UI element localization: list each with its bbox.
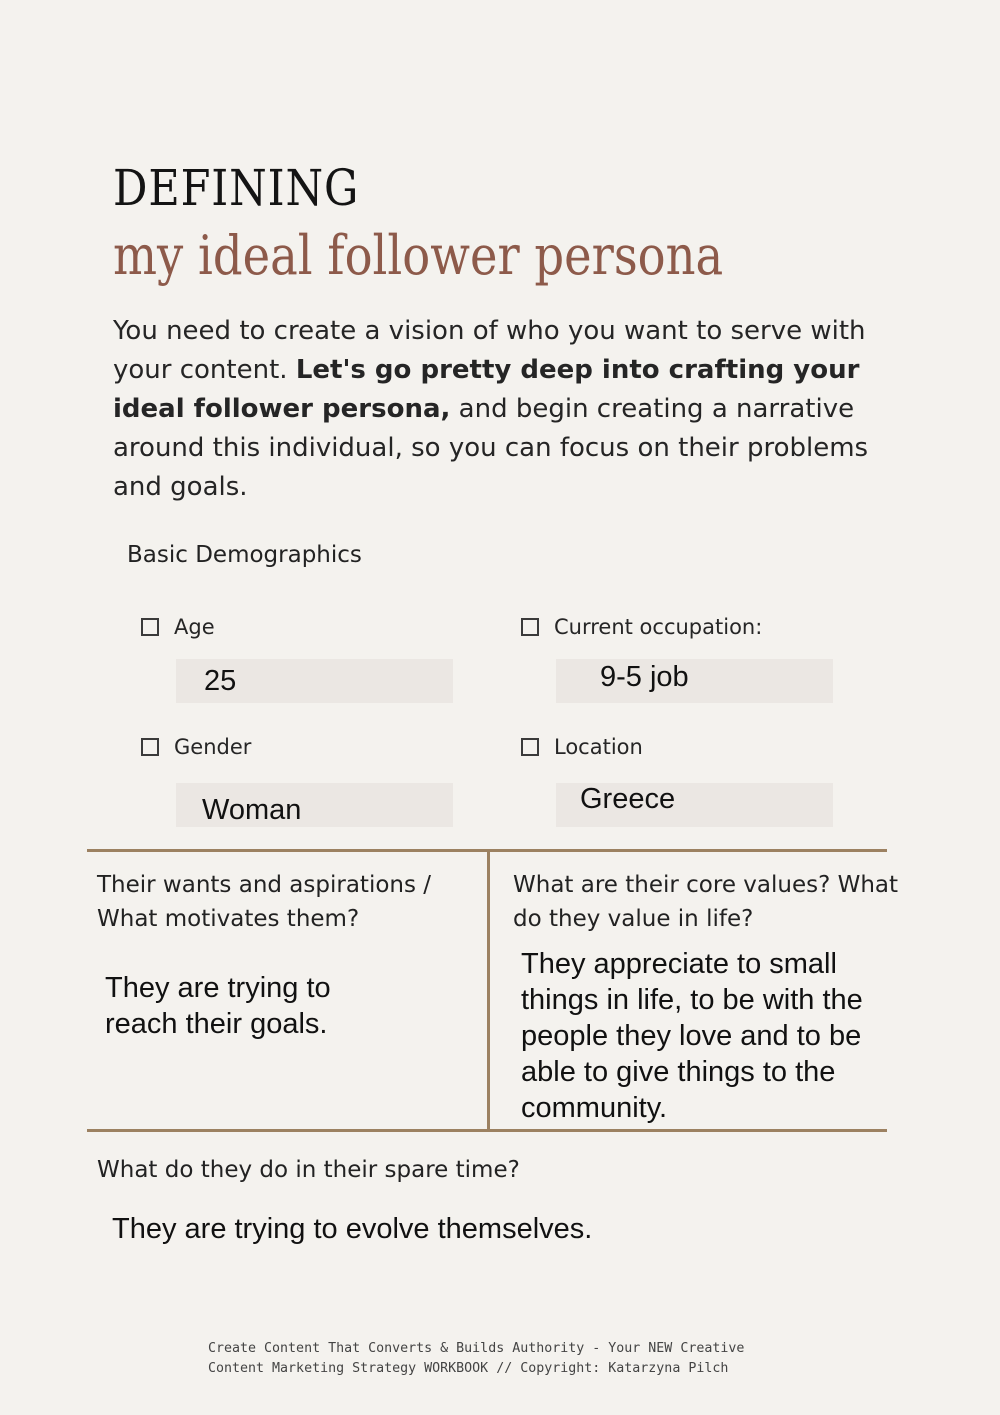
occupation-checkbox[interactable] bbox=[521, 618, 539, 636]
age-field[interactable]: 25 bbox=[176, 659, 453, 703]
gender-row bbox=[141, 735, 251, 759]
divider-bottom bbox=[87, 1129, 887, 1132]
occupation-label: Current occupation: bbox=[554, 615, 763, 639]
intro-paragraph bbox=[113, 312, 903, 507]
values-question: What are their core values? What do they value in life? bbox=[513, 872, 899, 932]
page-subtitle: my ideal follower persona bbox=[113, 224, 724, 287]
location-field[interactable]: Greece bbox=[556, 783, 833, 827]
spare-time-answer[interactable]: They are trying to evolve themselves. bbox=[112, 1213, 593, 1245]
gender-checkbox[interactable] bbox=[141, 738, 159, 756]
page-title: DEFINING bbox=[113, 159, 360, 217]
gender-field[interactable]: Woman bbox=[176, 783, 453, 827]
footer-copyright: Create Content That Converts & Builds Authority - Your NEW Creative Content Marketing Strategy WORKBOOK // Copyright: Katarzyna Pilch bbox=[208, 1341, 745, 1376]
intro-text-bold: Let's go pretty deep into crafting your ideal follower persona, bbox=[113, 355, 860, 424]
divider-vertical bbox=[487, 851, 490, 1131]
location-checkbox[interactable] bbox=[521, 738, 539, 756]
occupation-field[interactable]: 9-5 job bbox=[556, 659, 833, 703]
wants-question: Their wants and aspirations / What motivates them? bbox=[97, 872, 432, 932]
wants-answer[interactable]: They are trying to reach their goals. bbox=[105, 972, 331, 1040]
occupation-row bbox=[521, 615, 762, 639]
intro-text-start: You need to create a vision of who you want to serve with your content. bbox=[113, 316, 866, 385]
spare-time-question: What do they do in their spare time? bbox=[97, 1157, 520, 1183]
location-row bbox=[521, 735, 643, 759]
age-label: Age bbox=[174, 615, 215, 639]
location-label: Location bbox=[554, 735, 643, 759]
basic-demographics-heading: Basic Demographics bbox=[127, 542, 362, 568]
age-row bbox=[141, 615, 215, 639]
age-checkbox[interactable] bbox=[141, 618, 159, 636]
gender-label: Gender bbox=[174, 735, 252, 759]
intro-text-end: and begin creating a narrative around this individual, so you can focus on their problems and goals. bbox=[113, 394, 869, 502]
values-answer[interactable]: They appreciate to small things in life, to be with the people they love and to be able to give things to the community. bbox=[521, 948, 863, 1124]
